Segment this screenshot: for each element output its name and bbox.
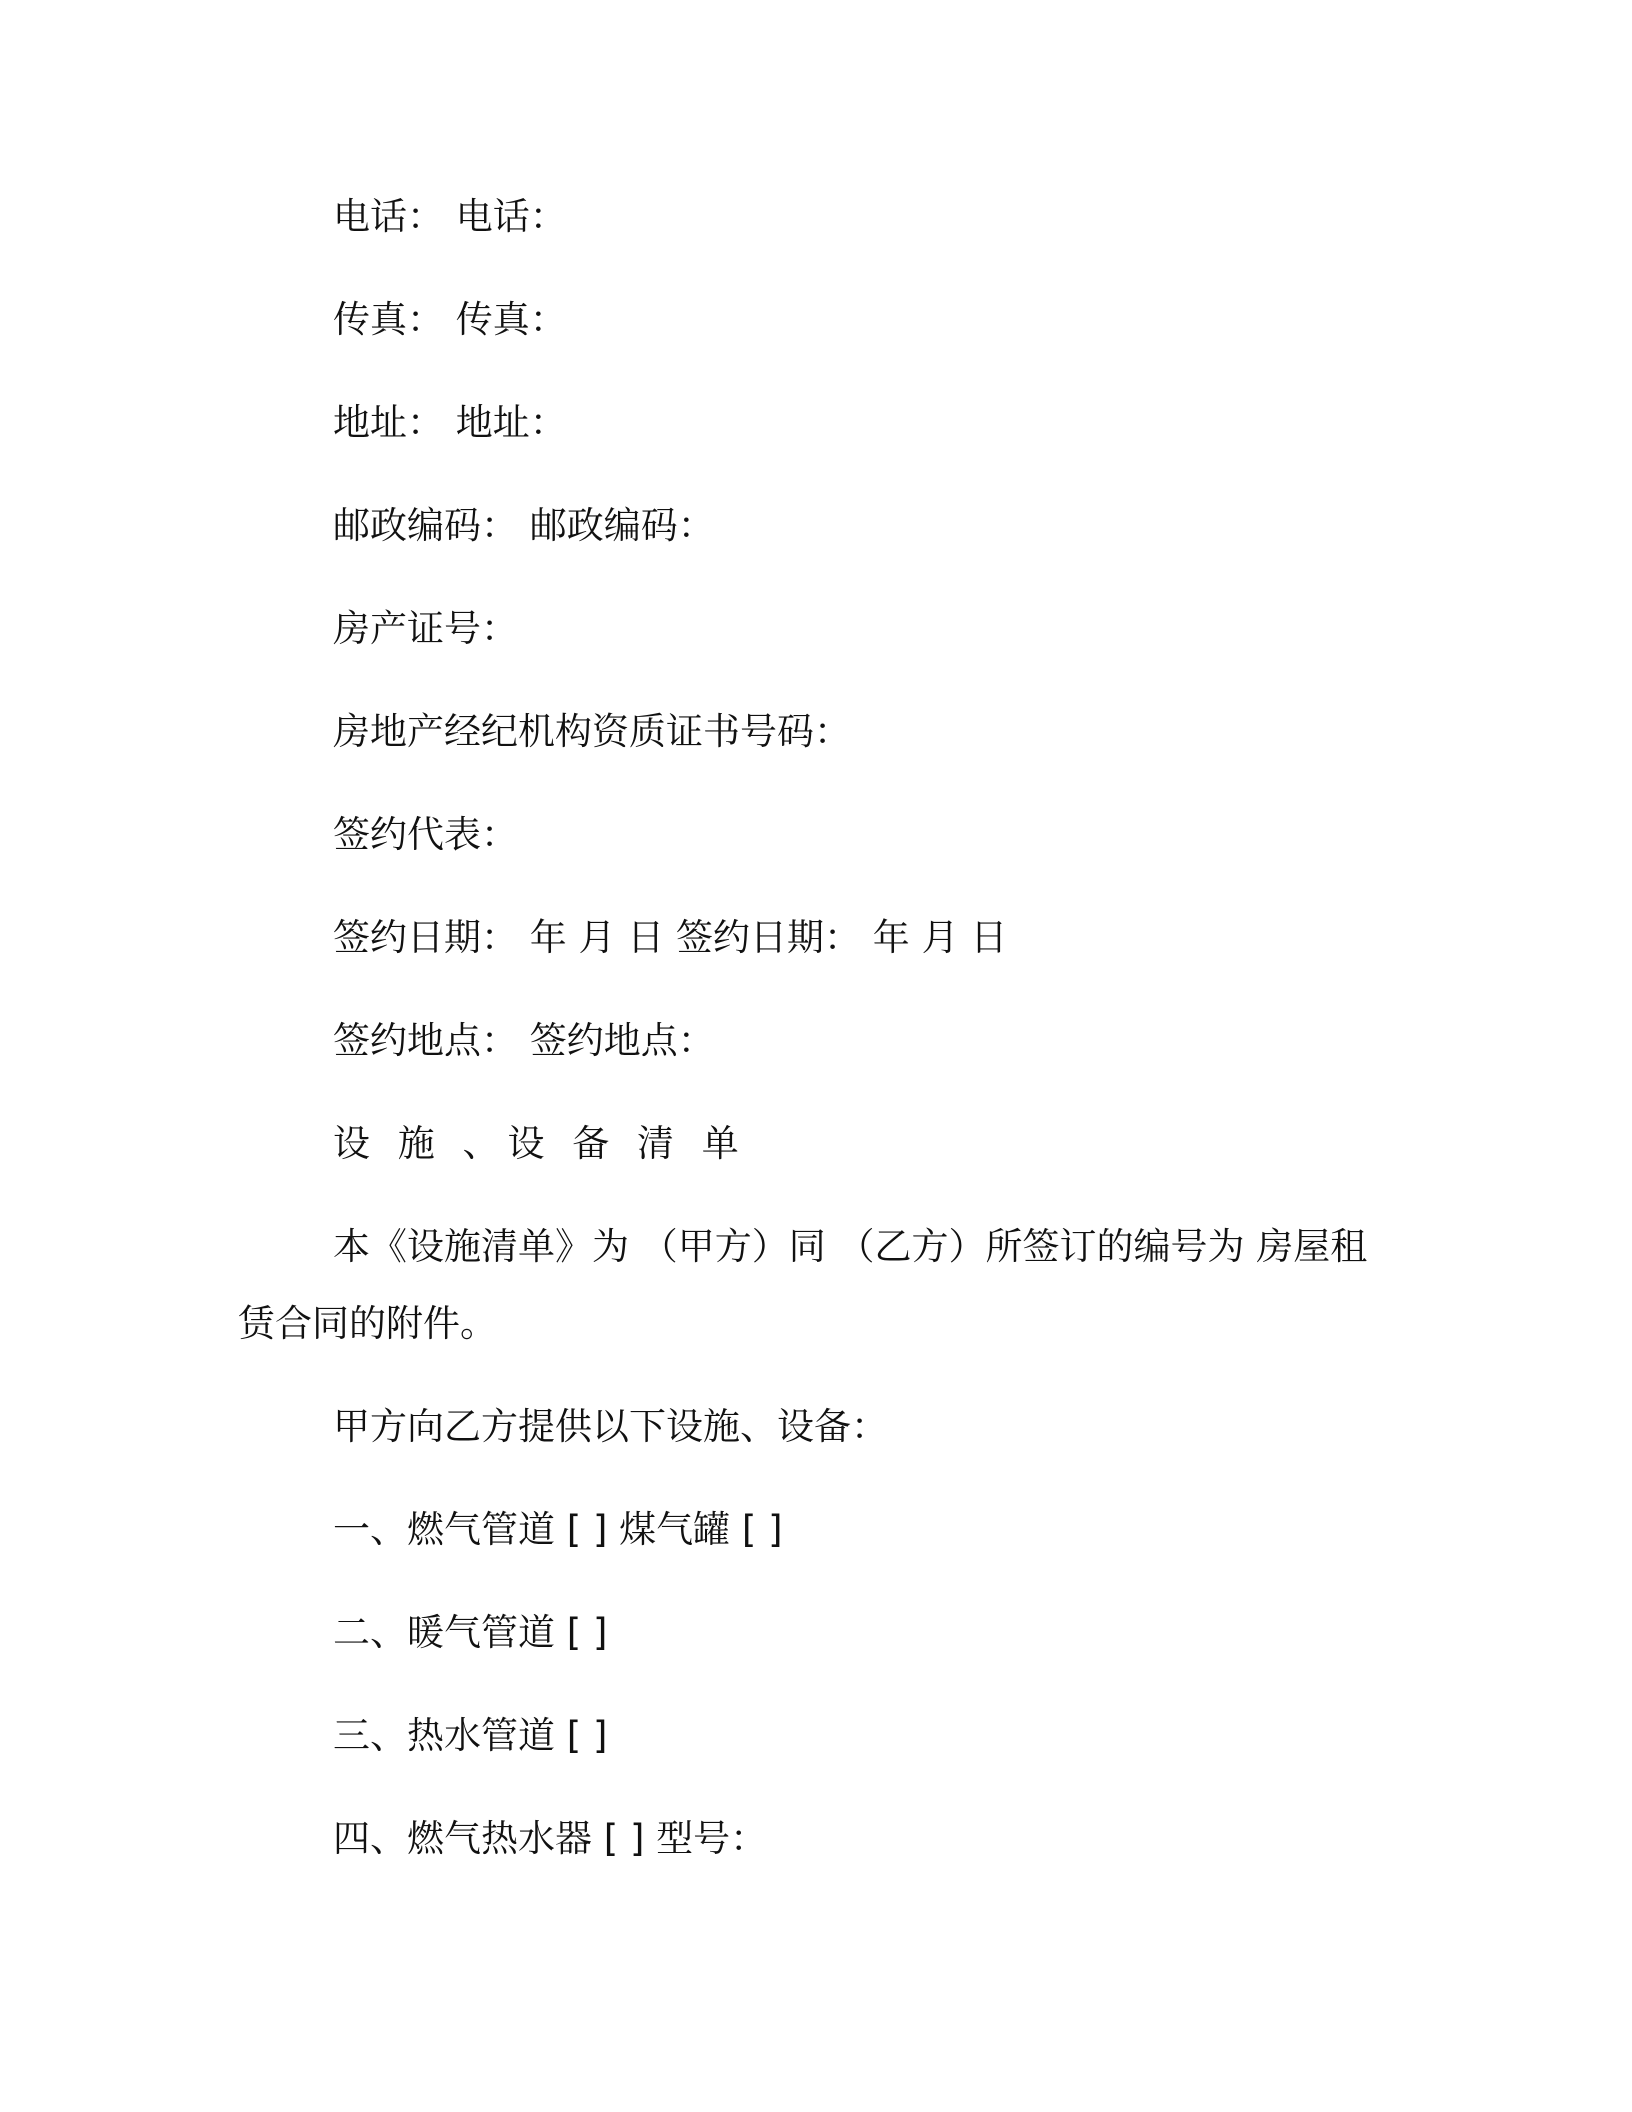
property-certificate-line: 房产证号： [333, 607, 518, 650]
signing-representative-line: 签约代表： [333, 813, 518, 856]
facility-item-3: 三、热水管道 [ ] [333, 1714, 608, 1757]
facility-item-4: 四、燃气热水器 [ ] 型号： [333, 1817, 768, 1860]
section-title: 设 施 、设 备 清 单 [333, 1122, 747, 1165]
fax-line: 传真： 传真： [333, 298, 567, 341]
facility-item-2: 二、暖气管道 [ ] [333, 1611, 608, 1654]
signing-date-line: 签约日期： 年 月 日 签约日期： 年 月 日 [333, 916, 1008, 959]
paragraph-line-2: 赁合同的附件。 [238, 1302, 497, 1345]
facility-item-1: 一、燃气管道 [ ] 煤气罐 [ ] [333, 1508, 783, 1551]
postal-code-line: 邮政编码： 邮政编码： [333, 504, 715, 547]
signing-place-line: 签约地点： 签约地点： [333, 1019, 715, 1062]
agency-certificate-line: 房地产经纪机构资质证书号码： [333, 710, 851, 753]
address-line: 地址： 地址： [333, 401, 567, 444]
paragraph-line-1: 本《设施清单》为 （甲方）同 （乙方）所签订的编号为 房屋租 [333, 1225, 1368, 1268]
facilities-intro-line: 甲方向乙方提供以下设施、设备： [333, 1405, 888, 1448]
phone-line: 电话： 电话： [333, 195, 567, 238]
